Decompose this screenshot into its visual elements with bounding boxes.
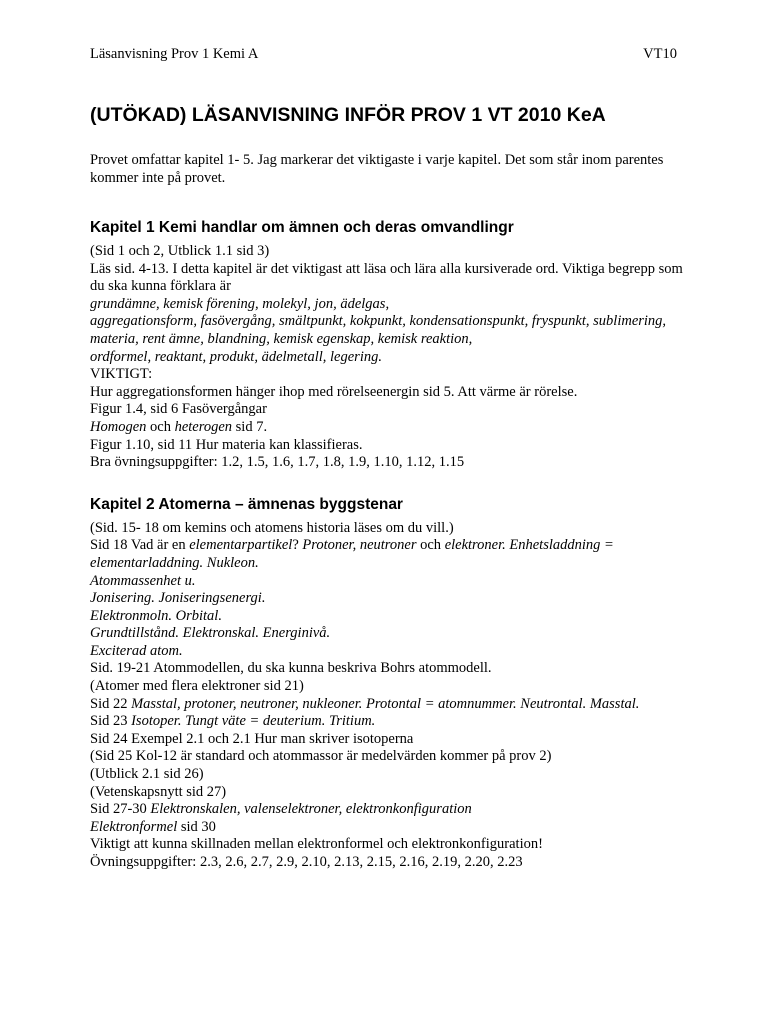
text-run: Figur 1.10, sid 11 Hur materia kan klassifieras. [90, 436, 363, 453]
body-line [90, 437, 690, 455]
text-run: Sid 18 Vad är en [90, 537, 190, 554]
italic-term: Grundtillstånd. Elektronskal. Energinivå. [90, 625, 331, 642]
page-header-title: Läsanvisning Prov 1 Kemi A [90, 46, 259, 62]
text-run: och [146, 418, 175, 435]
text-run: Figur 1.4, sid 6 Fasövergångar [90, 401, 267, 418]
body-line [90, 454, 690, 472]
text-run: (Atomer med flera elektroner sid 21) [90, 678, 304, 695]
italic-term: Masstal, protoner, neutroner, nukleoner. Protontal = atomnummer. Neutrontal. Masstal. [131, 695, 640, 712]
italic-term: heterogen [174, 418, 233, 435]
text-run: Sid. 19-21 Atommodellen, du ska kunna beskriva Bohrs atommodell. [90, 660, 492, 677]
text-run: (Sid 25 Kol-12 är standard och atommassor är medelvärden kommer på prov 2) [90, 748, 552, 765]
body-line [90, 766, 690, 784]
text-run: Sid 24 Exempel 2.1 och 2.1 Hur man skriver isotoperna [90, 730, 414, 747]
body-line [90, 854, 690, 872]
italic-term: aggregationsform, fasövergång, smältpunkt, kokpunkt, kondensationspunkt, fryspunkt, sublimering, [90, 313, 667, 330]
body-line [90, 731, 690, 749]
body-line [90, 331, 690, 349]
body-line [90, 819, 690, 837]
body-line [90, 401, 690, 419]
body-line [90, 313, 690, 331]
text-run: sid 7. [232, 418, 268, 435]
text-run: Sid 27-30 [90, 801, 151, 818]
chapter-section [90, 219, 690, 472]
body-line [90, 608, 690, 626]
text-run: Övningsuppgifter: 2.3, 2.6, 2.7, 2.9, 2.10, 2.13, 2.15, 2.16, 2.19, 2.20, 2.23 [90, 854, 523, 870]
body-line [90, 748, 690, 766]
text-run: (Sid 1 och 2, Utblick 1.1 sid 3) [90, 243, 270, 259]
intro-paragraph: Provet omfattar kapitel 1- 5. Jag markerar det viktigaste i varje kapitel. Det som står inom parentes kommer inte på provet. [90, 152, 664, 186]
italic-term: Protoner, neutroner [302, 537, 417, 554]
body-line [90, 678, 690, 696]
text-run: Sid 22 [90, 695, 132, 712]
text-run: Hur aggregationsformen hänger ihop med rörelseenergin sid 5. Att värme är rörelse. [90, 383, 578, 400]
body-line [90, 243, 690, 261]
body-line [90, 784, 690, 802]
body-line [90, 801, 690, 819]
body-line [90, 643, 690, 661]
italic-term: Jonisering. Joniseringsenergi. [90, 590, 266, 607]
text-run: Viktigt att kunna skillnaden mellan elektronformel och elektronkonfiguration! [90, 836, 543, 853]
chapter-section [90, 496, 690, 872]
chapter-heading: Kapitel 1 Kemi handlar om ämnen och deras omvandlingr [90, 219, 514, 236]
section-gap [90, 472, 690, 496]
body-line [90, 660, 690, 678]
italic-term: ordformel, reaktant, produkt, ädelmetall, legering. [90, 348, 382, 365]
italic-term: elementarpartikel [189, 537, 293, 554]
body-line [90, 384, 690, 402]
body-line [90, 261, 690, 296]
text-run: Bra övningsuppgifter: 1.2, 1.5, 1.6, 1.7, 1.8, 1.9, 1.10, 1.12, 1.15 [90, 454, 465, 471]
body-line [90, 520, 690, 538]
document-body [90, 104, 690, 872]
body-line [90, 349, 690, 367]
body-line [90, 625, 690, 643]
chapter-list [90, 219, 690, 872]
text-run: (Utblick 2.1 sid 26) [90, 766, 204, 783]
text-run: (Sid. 15- 18 om kemins och atomens historia läses om du vill.) [90, 519, 454, 536]
body-line [90, 696, 690, 714]
text-run: och [416, 537, 445, 554]
body-line [90, 419, 690, 437]
body-line [90, 573, 690, 591]
italic-term: elektroner. Enhetsladdning = elementarladdning. Nukleon. [90, 537, 614, 571]
body-line [90, 366, 690, 384]
body-line [90, 537, 690, 572]
page-header-term: VT10 [643, 46, 677, 62]
text-run: sid 30 [177, 818, 216, 835]
body-line [90, 296, 690, 314]
chapter-heading: Kapitel 2 Atomerna – ämnenas byggstenar [90, 495, 403, 513]
body-line [90, 713, 690, 731]
text-run: Läs sid. 4-13. I detta kapitel är det viktigast att läsa och lära alla kursiverade ord. Viktiga begrepp som du ska kunna förklara är [90, 260, 683, 295]
italic-term: Atommassenhet u. [90, 572, 196, 589]
body-line [90, 836, 690, 854]
italic-term: Homogen [90, 418, 147, 435]
italic-term: Elektronformel [90, 818, 178, 835]
italic-term: materia, rent ämne, blandning, kemisk egenskap, kemisk reaktion, [90, 330, 473, 347]
body-line [90, 590, 690, 608]
italic-term: Elektronskalen, valenselektroner, elektronkonfiguration [150, 801, 472, 818]
text-run: Sid 23 [90, 713, 132, 730]
text-run: VIKTIGT: [90, 366, 153, 383]
text-run: (Vetenskapsnytt sid 27) [90, 783, 227, 800]
text-run: ? [292, 537, 303, 554]
italic-term: Exciterad atom. [90, 642, 183, 659]
italic-term: grundämne, kemisk förening, molekyl, jon, ädelgas, [90, 295, 390, 312]
italic-term: Elektronmoln. Orbital. [90, 607, 222, 624]
italic-term: Isotoper. Tungt väte = deuterium. Tritium. [131, 713, 376, 730]
document-title: (UTÖKAD) LÄSANVISNING INFÖR PROV 1 VT 2010 KeA [90, 104, 606, 126]
